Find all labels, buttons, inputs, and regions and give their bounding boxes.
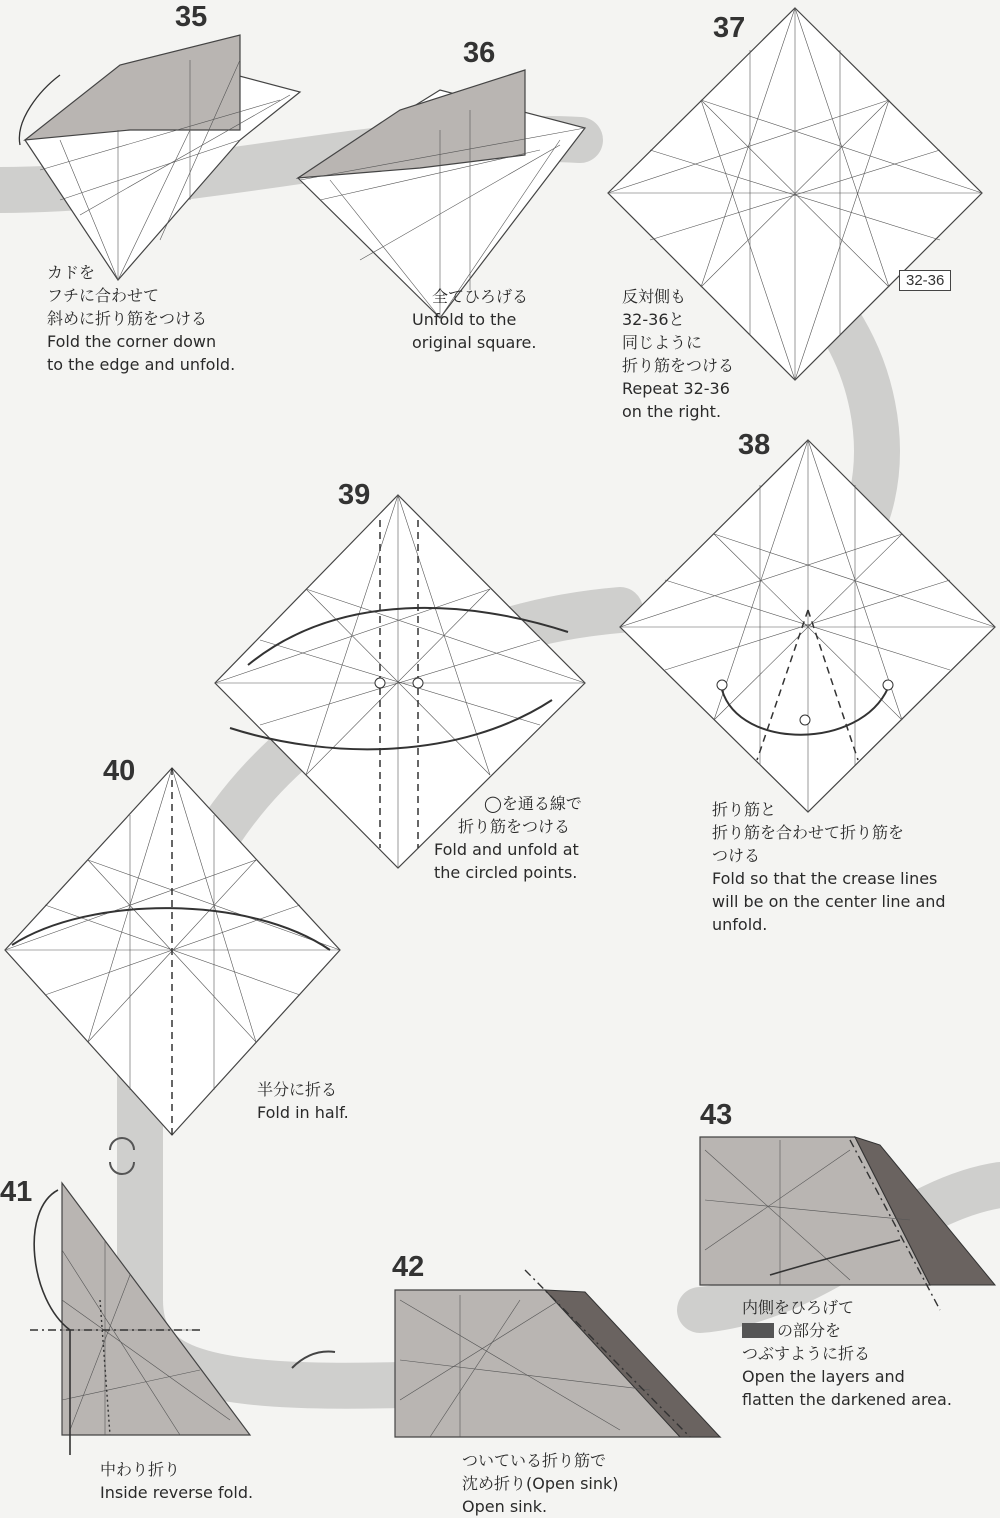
step-number-42: 42: [392, 1251, 425, 1283]
caption-43: 内側をひろげて の部分を つぶすように折る Open the layers and flatten the darkened area.: [742, 1298, 952, 1409]
caption-35: カドを フチに合わせて 斜めに折り筋をつける Fold the corner down to the edge and unfold.: [47, 263, 236, 374]
step-number-36: 36: [463, 37, 496, 69]
step-number-37: 37: [713, 12, 746, 44]
step-number-43: 43: [700, 1099, 733, 1131]
diagram-42: [395, 1270, 720, 1437]
step-reference-tag: 32-36: [899, 270, 951, 291]
diagram-38: [620, 440, 995, 812]
step-number-41: 41: [0, 1176, 33, 1208]
dark-area-swatch: [742, 1323, 774, 1338]
caption-38: 折り筋と 折り筋を合わせて折り筋を つける Fold so that the crease lines will be on the center line and unfold.: [712, 800, 946, 934]
step-number-40: 40: [103, 755, 136, 787]
caption-42: ついている折り筋で 沈め折り(Open sink) Open sink.: [462, 1451, 619, 1516]
caption-39: ◯を通る線で 折り筋をつける Fold and unfold at the circled points.: [434, 794, 582, 882]
caption-41: 中わり折り Inside reverse fold.: [100, 1460, 254, 1502]
step-number-35: 35: [175, 1, 208, 33]
caption-36: 全てひろげる Unfold to the original square.: [412, 287, 537, 352]
step-number-39: 39: [338, 479, 371, 511]
caption-37: 反対側も 32-36と 同じように 折り筋をつける Repeat 32-36 on the right.: [622, 287, 735, 421]
caption-40: 半分に折る Fold in half.: [257, 1080, 349, 1122]
step-number-38: 38: [738, 429, 771, 461]
diagram-36: [298, 70, 585, 318]
